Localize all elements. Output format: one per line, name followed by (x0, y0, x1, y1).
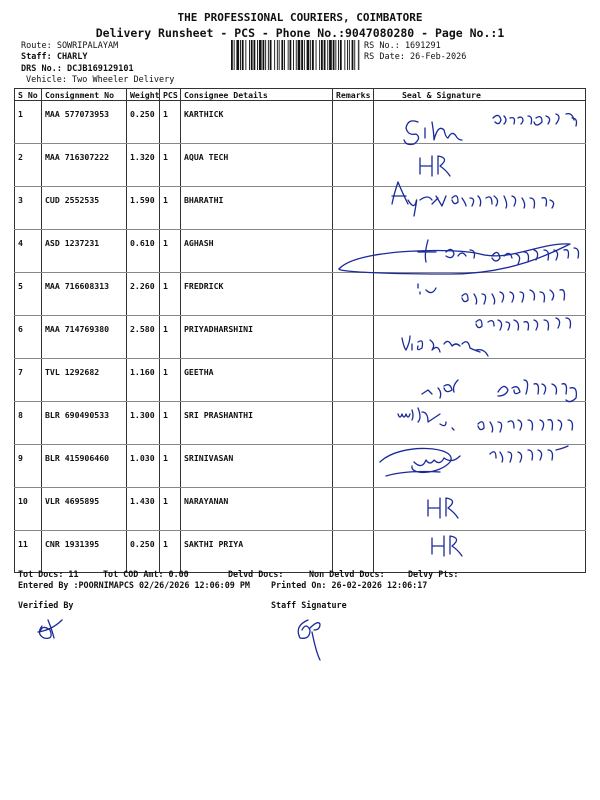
entered-by: Entered By :POORNIMAPCS 02/26/2026 12:06:09 PM (18, 580, 250, 590)
total-docs: Tot Docs: 11 (18, 569, 79, 579)
weight: 0.250 (127, 531, 160, 573)
pcs: 1 (160, 144, 181, 187)
consignee: SAKTHI PRIYA (181, 531, 333, 573)
consignment-no: MAA 716307222 (42, 144, 127, 187)
remarks (333, 531, 374, 573)
signature-cell (374, 316, 586, 359)
table-row (15, 144, 586, 187)
pcs: 1 (160, 359, 181, 402)
table-row (15, 359, 586, 402)
col-consignee: Consignee Details (181, 89, 333, 101)
sno: 3 (15, 187, 42, 230)
non-delivered-docs: Non Delvd Docs: (309, 569, 385, 579)
consignee: SRINIVASAN (181, 445, 333, 488)
col-weight: Weight (127, 89, 160, 101)
remarks (333, 359, 374, 402)
pcs: 1 (160, 488, 181, 531)
barcode-image (231, 40, 360, 70)
consignee: SRI PRASHANTHI (181, 402, 333, 445)
delivered-docs: Delvd Docs: (228, 569, 284, 579)
weight: 1.160 (127, 359, 160, 402)
sno: 5 (15, 273, 42, 316)
table-row (15, 402, 586, 445)
weight: 1.590 (127, 187, 160, 230)
printed-on: Printed On: 26-02-2026 12:06:17 (271, 580, 428, 590)
route-label: Route: SOWRIPALAYAM (21, 41, 119, 51)
signature-cell (374, 488, 586, 531)
pcs: 1 (160, 316, 181, 359)
staff-signature-label: Staff Signature (271, 600, 347, 610)
col-pcs: PCS (160, 89, 181, 101)
table-row (15, 445, 586, 488)
sno: 11 (15, 531, 42, 573)
signature-cell (374, 531, 586, 573)
total-cod-amount: Tot COD Amt: 0.00 (103, 569, 189, 579)
table-row (15, 187, 586, 230)
runsheet-table (14, 88, 586, 573)
company-title: THE PROFESSIONAL COURIERS, COIMBATORE (177, 11, 423, 24)
col-sno: S No (15, 89, 42, 101)
vehicle-label: Vehicle: Two Wheeler Delivery (26, 75, 175, 85)
consignee: AGHASH (181, 230, 333, 273)
consignee: FREDRICK (181, 273, 333, 316)
consignment-no: MAA 714769380 (42, 316, 127, 359)
consignment-no: MAA 577073953 (42, 101, 127, 144)
remarks (333, 101, 374, 144)
pcs: 1 (160, 402, 181, 445)
remarks (333, 144, 374, 187)
sno: 2 (15, 144, 42, 187)
staff-label: Staff: CHARLY (21, 52, 88, 62)
table-row (15, 316, 586, 359)
weight: 2.260 (127, 273, 160, 316)
signature-cell (374, 144, 586, 187)
weight: 2.580 (127, 316, 160, 359)
delivery-points: Delvy Pts: (408, 569, 459, 579)
consignment-no: VLR 4695895 (42, 488, 127, 531)
weight: 0.250 (127, 101, 160, 144)
remarks (333, 488, 374, 531)
remarks (333, 187, 374, 230)
signature-cell (374, 445, 586, 488)
table-row (15, 273, 586, 316)
table-row (15, 230, 586, 273)
sno: 10 (15, 488, 42, 531)
pcs: 1 (160, 187, 181, 230)
pcs: 1 (160, 230, 181, 273)
verified-by-label: Verified By (18, 600, 74, 610)
signature-cell (374, 273, 586, 316)
signature-cell (374, 101, 586, 144)
pcs: 1 (160, 531, 181, 573)
consignee: KARTHICK (181, 101, 333, 144)
signature-cell (374, 402, 586, 445)
remarks (333, 316, 374, 359)
consignment-no: ASD 1237231 (42, 230, 127, 273)
consignment-no: BLR 415906460 (42, 445, 127, 488)
consignment-no: CNR 1931395 (42, 531, 127, 573)
consignment-no: MAA 716608313 (42, 273, 127, 316)
col-consignment: Consignment No (42, 89, 127, 101)
signature-cell (374, 359, 586, 402)
pcs: 1 (160, 273, 181, 316)
table-row (15, 101, 586, 144)
pcs: 1 (160, 101, 181, 144)
consignment-no: CUD 2552535 (42, 187, 127, 230)
consignee: BHARATHI (181, 187, 333, 230)
consignee: AQUA TECH (181, 144, 333, 187)
weight: 0.610 (127, 230, 160, 273)
remarks (333, 402, 374, 445)
consignee: GEETHA (181, 359, 333, 402)
weight: 1.300 (127, 402, 160, 445)
table-row (15, 531, 586, 573)
consignment-no: BLR 690490533 (42, 402, 127, 445)
remarks (333, 230, 374, 273)
sno: 6 (15, 316, 42, 359)
table-header-row (15, 89, 586, 101)
rs-number: RS No.: 1691291 (364, 41, 441, 51)
col-remarks: Remarks (333, 89, 374, 101)
rs-date: RS Date: 26-Feb-2026 (364, 52, 467, 62)
drs-number: DRS No.: DCJB169129101 (21, 64, 134, 74)
runsheet-subtitle: Delivery Runsheet - PCS - Phone No.:9047080280 - Page No.:1 (95, 26, 505, 40)
pcs: 1 (160, 445, 181, 488)
remarks (333, 273, 374, 316)
consignee: NARAYANAN (181, 488, 333, 531)
weight: 1.320 (127, 144, 160, 187)
table-row (15, 488, 586, 531)
consignee: PRIYADHARSHINI (181, 316, 333, 359)
weight: 1.430 (127, 488, 160, 531)
signature-cell (374, 230, 586, 273)
remarks (333, 445, 374, 488)
sno: 7 (15, 359, 42, 402)
sno: 4 (15, 230, 42, 273)
weight: 1.030 (127, 445, 160, 488)
sno: 8 (15, 402, 42, 445)
signature-cell (374, 187, 586, 230)
sno: 9 (15, 445, 42, 488)
col-signature: Seal & Signature (374, 89, 586, 101)
consignment-no: TVL 1292682 (42, 359, 127, 402)
sno: 1 (15, 101, 42, 144)
